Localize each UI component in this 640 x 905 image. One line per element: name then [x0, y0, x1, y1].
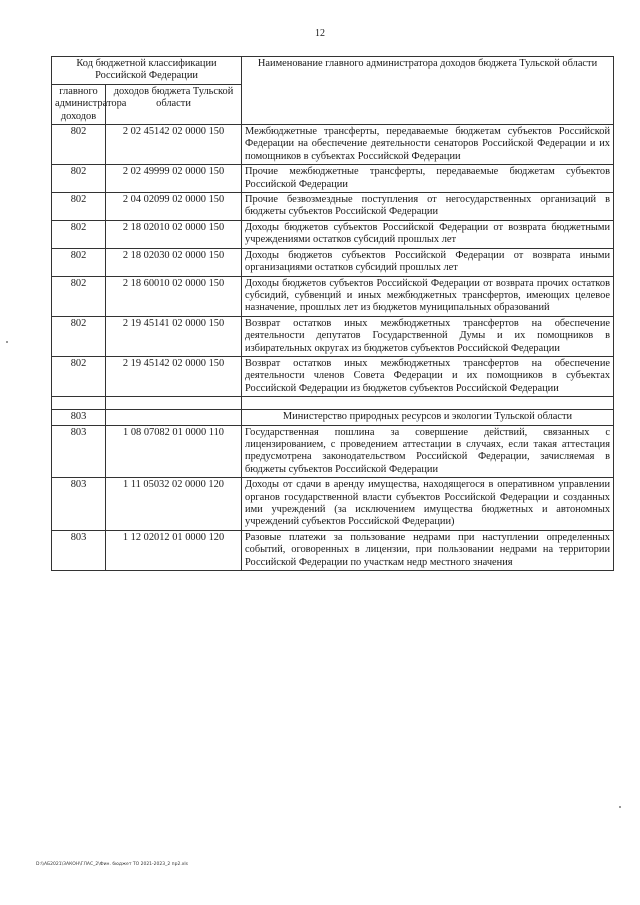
table-row — [52, 478, 614, 531]
admin-code-cell: 803 — [52, 425, 106, 478]
income-code-cell: 2 18 02030 02 0000 150 — [106, 248, 242, 276]
description-cell: Прочие безвозмездные поступления от негосударственных организаций в бюджеты субъектов Российской Федерации — [242, 193, 614, 221]
income-code-cell: 1 12 02012 01 0000 120 — [106, 530, 242, 570]
admin-code-cell: 802 — [52, 125, 106, 165]
admin-code-cell: 802 — [52, 316, 106, 356]
income-code-cell: 2 02 45142 02 0000 150 — [106, 125, 242, 165]
admin-code-cell: 802 — [52, 193, 106, 221]
table-row-gap — [52, 397, 614, 410]
description-cell: Доходы бюджетов субъектов Российской Федерации от возврата бюджетными учреждениями остатков субсидий прошлых лет — [242, 220, 614, 248]
scan-speck — [6, 341, 8, 343]
table-row — [52, 276, 614, 316]
table-row — [52, 530, 614, 570]
admin-name-header: Наименование главного администратора доходов бюджета Тульской области — [242, 57, 614, 125]
table-row — [52, 193, 614, 221]
income-code-cell: 2 18 60010 02 0000 150 — [106, 276, 242, 316]
description-cell: Возврат остатков иных межбюджетных трансфертов на обеспечение деятельности депутатов Государственной Думы и их помощников в избирательных округах из бюджетов субъектов Российской Федерации — [242, 316, 614, 356]
table-row — [52, 356, 614, 396]
col-admin-header: главного администратора доходов — [52, 84, 106, 124]
table-header-row — [52, 57, 614, 85]
admin-code-cell: 802 — [52, 356, 106, 396]
admin-code-cell: 802 — [52, 220, 106, 248]
admin-code-cell: 802 — [52, 165, 106, 193]
description-cell: Разовые платежи за пользование недрами при наступлении определенных событий, оговоренных в лицензии, при пользовании недрами на территории Российской Федерации по участкам недр местного значения — [242, 530, 614, 570]
income-code-cell: 2 02 49999 02 0000 150 — [106, 165, 242, 193]
table-row — [52, 125, 614, 165]
admin-code-cell: 802 — [52, 248, 106, 276]
code-group-header: Код бюджетной классификации Российской Федерации — [52, 57, 242, 85]
admin-code-cell: 803 — [52, 478, 106, 531]
table-row — [52, 248, 614, 276]
description-cell: Доходы бюджетов субъектов Российской Федерации от возврата прочих остатков субсидий, субвенций и иных межбюджетных трансфертов, имеющих целевое назначение, прошлых лет из бюджетов муниципальных образований — [242, 276, 614, 316]
description-cell: Возврат остатков иных межбюджетных трансфертов на обеспечение деятельности членов Совета Федерации и их помощников в субъектах Российской Федерации из бюджетов субъектов Российской Федерации — [242, 356, 614, 396]
col-income-header: доходов бюджета Тульской области — [106, 84, 242, 124]
income-code-cell: 2 04 02099 02 0000 150 — [106, 193, 242, 221]
description-cell: Доходы бюджетов субъектов Российской Федерации от возврата иными организациями остатков субсидий прошлых лет — [242, 248, 614, 276]
table-row — [52, 316, 614, 356]
description-cell: Доходы от сдачи в аренду имущества, находящегося в оперативном управлении органов государственной власти субъектов Российской Федерации и созданных ими учреждений (за исключением имущества бюджетных и автономных учреждений субъектов Российской Федерации) — [242, 478, 614, 531]
section-row — [52, 410, 614, 425]
income-code-cell: 2 19 45142 02 0000 150 — [106, 356, 242, 396]
table-row — [52, 220, 614, 248]
file-path-footer: D:\\АБ2021\ЗАКОН\ГЛАС_2\Фин. бюджет ТО 2021-2023_2 пр2.xls — [36, 862, 189, 867]
table-row — [52, 425, 614, 478]
income-admin-table — [51, 56, 614, 571]
admin-code-cell: 802 — [52, 276, 106, 316]
income-code-cell: 1 08 07082 01 0000 110 — [106, 425, 242, 478]
income-code-cell: 1 11 05032 02 0000 120 — [106, 478, 242, 531]
page-number: 12 — [315, 28, 325, 39]
description-cell: Межбюджетные трансферты, передаваемые бюджетам субъектов Российской Федерации на обеспечение деятельности сенаторов Российской Федерации и их помощников в субъектах Российской Федерации — [242, 125, 614, 165]
income-code-cell: 2 19 45141 02 0000 150 — [106, 316, 242, 356]
scan-speck — [619, 806, 621, 808]
income-code-cell: 2 18 02010 02 0000 150 — [106, 220, 242, 248]
section-title: Министерство природных ресурсов и экологии Тульской области — [242, 410, 614, 425]
admin-code-cell: 803 — [52, 530, 106, 570]
table-row — [52, 165, 614, 193]
description-cell: Государственная пошлина за совершение действий, связанных с лицензированием, с проведением аттестации в случаях, если такая аттестация предусмотрена законодательством Российской Федерации, зачисляемая в бюджеты субъектов Российской Федерации — [242, 425, 614, 478]
section-empty-cell — [106, 410, 242, 425]
description-cell: Прочие межбюджетные трансферты, передаваемые бюджетам субъектов Российской Федерации — [242, 165, 614, 193]
section-admin-code: 803 — [52, 410, 106, 425]
